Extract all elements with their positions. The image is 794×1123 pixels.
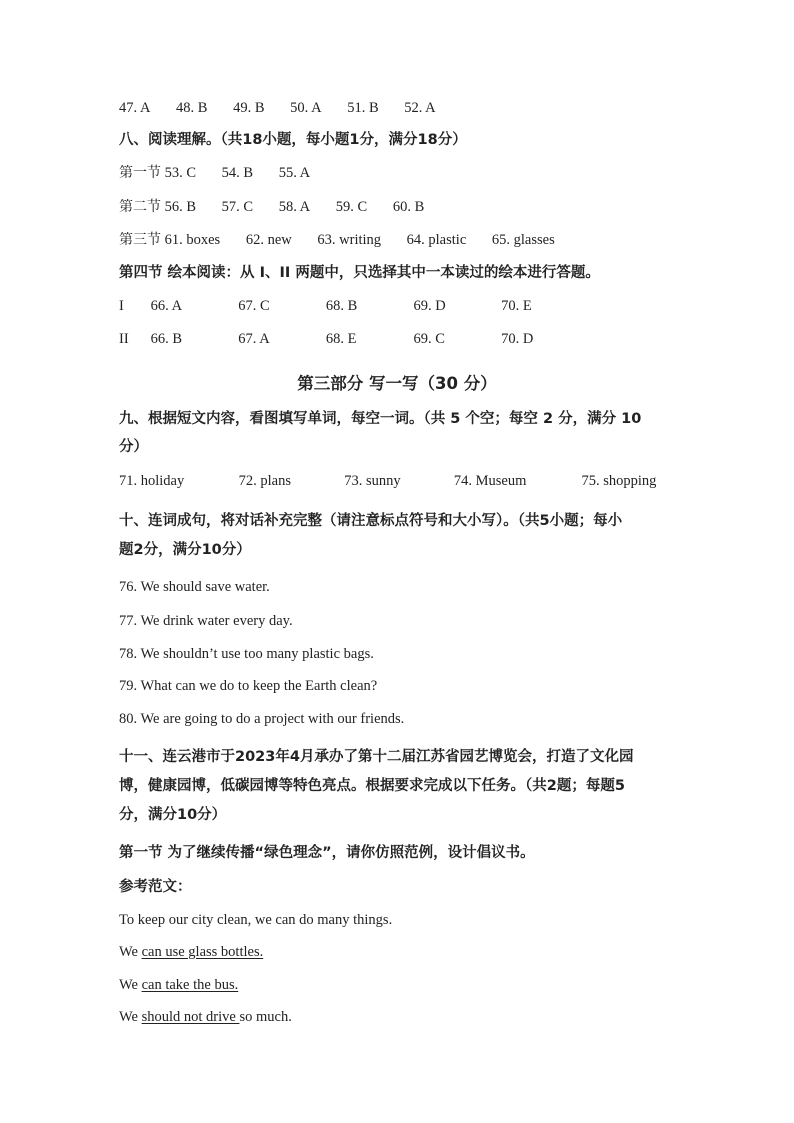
row-2-answer-69: 69. C [413, 331, 445, 347]
section-11-title-line-3: 分，满分10分） [119, 807, 227, 823]
answer-64: 64. plastic [406, 232, 467, 248]
answer-80: 80. We are going to do a project with our friends. [119, 711, 405, 727]
row-2-answer-70: 70. D [501, 331, 534, 347]
row-1-answer-69: 69. D [413, 298, 446, 314]
answer-48: 48. B [176, 100, 208, 116]
answer-61: 61. boxes [164, 232, 221, 248]
section-8-part-1 [119, 166, 310, 181]
section-10-title-line-2: 题2分，满分10分） [119, 542, 251, 558]
section-9-title-line-2: 分） [119, 439, 148, 455]
sample-line-3-suffix: so much. [239, 1009, 292, 1025]
answer-49: 49. B [233, 100, 265, 116]
row-1-answer-70: 70. E [501, 298, 532, 314]
answer-74: 74. Museum [453, 473, 527, 489]
picture-book-row-2 [119, 332, 533, 347]
answer-58: 58. A [278, 199, 311, 215]
sample-line-3-underlined: should not drive [141, 1009, 240, 1025]
sample-line-1-underlined: can use glass bottles. [141, 944, 264, 960]
answer-72: 72. plans [238, 473, 291, 489]
answer-60: 60. B [392, 199, 425, 215]
section-10-title-line-1: 十、连词成句，将对话补充完整（请注意标点符号和大小写）。（共5小题；每小 [119, 513, 623, 529]
picture-book-row-1 [119, 299, 532, 314]
answer-51: 51. B [347, 100, 379, 116]
part-3-label: 第三节 [119, 232, 161, 248]
section-9-title-line-1: 九、根据短文内容，看图填写单词，每空一词。（共 5 个空；每空 2 分，满分 10 [119, 411, 642, 427]
sample-line-3-prefix: We [119, 1009, 142, 1025]
sample-line-3 [119, 1010, 292, 1025]
answer-79: 79. What can we do to keep the Earth clean? [119, 678, 378, 694]
row-2-answer-66: 66. B [150, 331, 183, 347]
part-3-title: 第三部分 写一写（30 分） [297, 374, 497, 393]
section-11-title-line-2: 博，健康园博，低碳园博等特色亮点。根据要求完成以下任务。（共2题；每题5 [119, 778, 625, 794]
answer-65: 65. glasses [491, 232, 555, 248]
answer-55: 55. A [278, 165, 311, 181]
section-11-title-line-1: 十一、连云港市于2023年4月承办了第十二届江苏省园艺博览会，打造了文化园 [119, 749, 634, 765]
answer-77: 77. We drink water every day. [119, 613, 293, 629]
row-1-answer-68: 68. B [325, 298, 358, 314]
section-9-answers [119, 474, 656, 489]
sample-line-1-prefix: We [119, 944, 142, 960]
part-2-label: 第二节 [119, 199, 161, 215]
reference-essay-label: 参考范文： [119, 879, 192, 895]
answer-78: 78. We shouldn’t use too many plastic bags. [119, 646, 374, 662]
section-8-part-2 [119, 200, 424, 215]
row-1-answer-67: 67. C [238, 298, 270, 314]
section-8-part-3 [119, 233, 555, 248]
answer-54: 54. B [221, 165, 254, 181]
sample-line-2-prefix: We [119, 977, 142, 993]
answer-57: 57. C [221, 199, 254, 215]
sample-intro: To keep our city clean, we can do many things. [119, 912, 393, 928]
section-8-title: 八、阅读理解。（共18小题，每小题1分，满分18分） [119, 132, 467, 148]
answer-62: 62. new [245, 232, 292, 248]
answer-59: 59. C [335, 199, 368, 215]
answer-73: 73. sunny [344, 473, 401, 489]
row-2-label: II [119, 331, 129, 347]
answer-47: 47. A [119, 100, 151, 116]
answer-76: 76. We should save water. [119, 579, 270, 595]
answer-50: 50. A [290, 100, 322, 116]
answer-56: 56. B [164, 199, 197, 215]
sample-line-2 [119, 978, 238, 993]
answer-row-47-52 [119, 101, 436, 116]
sample-line-1 [119, 945, 263, 960]
answer-52: 52. A [404, 100, 436, 116]
answer-71: 71. holiday [119, 473, 185, 489]
row-2-answer-67: 67. A [238, 331, 270, 347]
answer-63: 63. writing [317, 232, 382, 248]
answer-75: 75. shopping [581, 473, 657, 489]
row-1-answer-66: 66. A [150, 298, 183, 314]
section-11-part-1: 第一节 为了继续传播“绿色理念”，请你仿照范例，设计倡议书。 [119, 845, 535, 861]
answer-53: 53. C [164, 165, 197, 181]
part-1-label: 第一节 [119, 165, 161, 181]
sample-line-2-underlined: can take the bus. [141, 977, 239, 993]
row-2-answer-68: 68. E [325, 331, 357, 347]
section-8-part-4: 第四节 绘本阅读：从 I、II 两题中，只选择其中一本读过的绘本进行答题。 [119, 265, 600, 281]
row-1-label: I [119, 298, 124, 314]
